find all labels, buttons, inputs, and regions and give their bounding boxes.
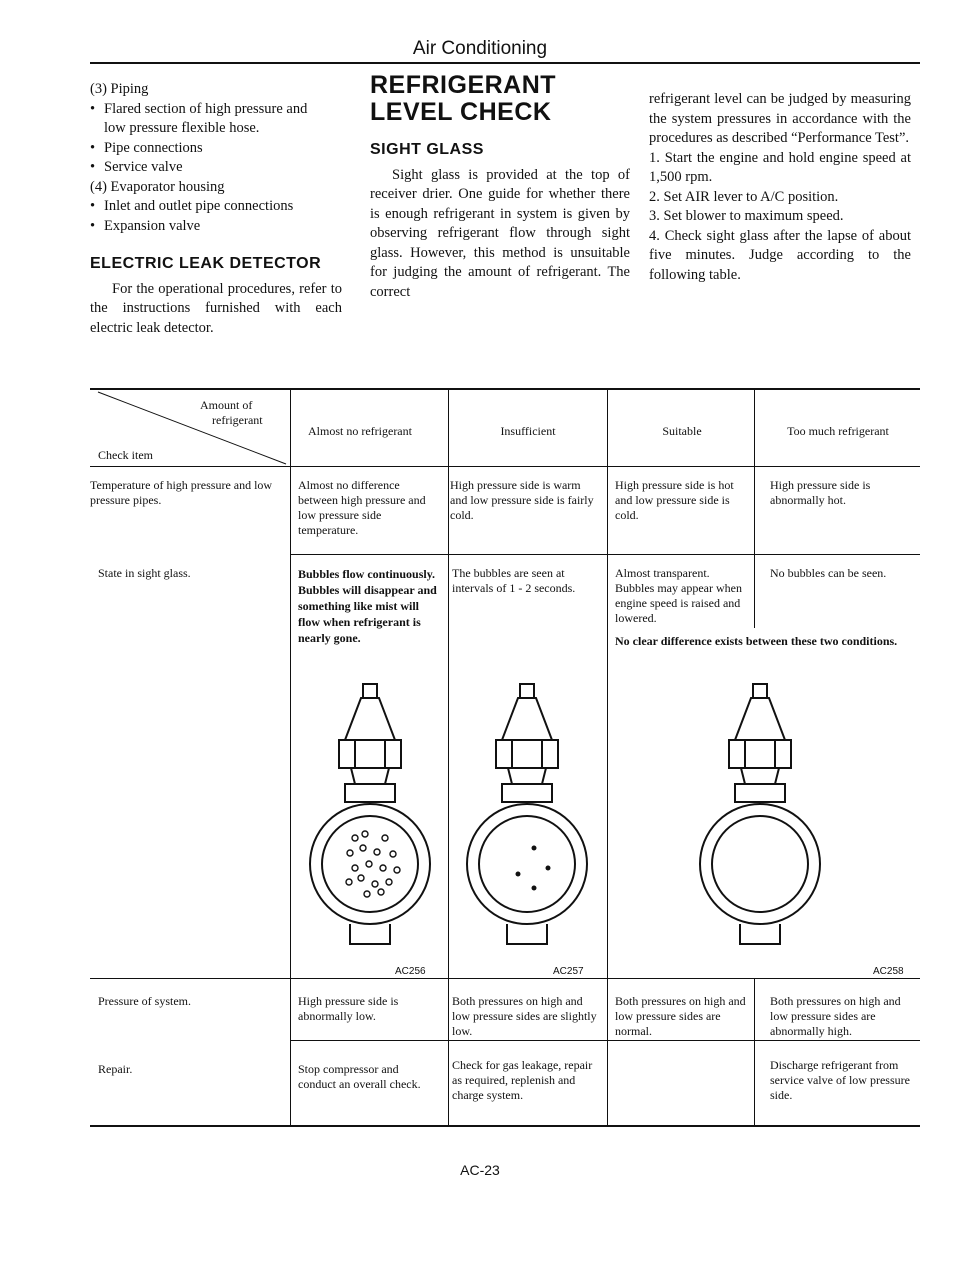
cell-pressure-insufficient: Both pressures on high and low pressure sides are slightly low. <box>452 994 597 1038</box>
corner-amount-label: Amount of refrigerant <box>200 398 263 427</box>
heading-line-1: REFRIGERANT <box>370 71 557 99</box>
procedure-step: 2. Set AIR lever to A/C position. <box>649 188 839 205</box>
cell-temp-almost-no: Almost no difference between high pressure and low pressure side temperature. <box>298 478 426 537</box>
column-header-suitable: Suitable <box>662 424 702 438</box>
row-label-temperature: Temperature of high pressure and low pressure pipes. <box>90 478 273 507</box>
col-divider-4b <box>754 978 755 1126</box>
sight-glass-figure-clear <box>685 678 835 958</box>
col-divider-4a <box>754 388 755 628</box>
left-column <box>90 80 342 338</box>
cell-sight-insufficient: The bubbles are seen at intervals of 1 - 2 seconds. <box>452 566 576 595</box>
column-header-almost-no: Almost no refrigerant <box>308 424 412 438</box>
sight-glass-figure-bubbles <box>295 678 445 958</box>
column-header-too-much: Too much refrigerant <box>787 424 889 438</box>
procedure-step: 4. Check sight glass after the lapse of about five minutes. Judge according to the following table. <box>649 227 911 283</box>
list-heading: (4) Evaporator housing <box>90 178 225 195</box>
row-label-repair: Repair. <box>98 1062 133 1076</box>
corner-check-item-label: Check item <box>98 448 153 462</box>
section-heading-refrigerant-level <box>370 72 630 126</box>
col-divider-2 <box>448 388 449 1126</box>
figure-label-ac258: AC258 <box>873 966 904 977</box>
right-column <box>649 90 911 285</box>
col-divider-1 <box>290 388 291 1126</box>
page-header-title: Air Conditioning <box>412 38 548 59</box>
figure-label-ac257: AC257 <box>553 966 584 977</box>
cell-temp-suitable: High pressure side is hot and low pressure side is cold. <box>615 478 734 522</box>
leak-detector-paragraph: For the operational procedures, refer to the instructions furnished with each electric leak detector. <box>90 280 342 336</box>
sight-glass-figure-intermittent <box>452 678 602 958</box>
few-bubbles <box>516 846 551 891</box>
column-header-insufficient: Insufficient <box>500 424 556 438</box>
list-item: • Expansion valve <box>90 217 342 237</box>
list-item: • Flared section of high pressure and <box>90 100 342 120</box>
list-item: • Service valve <box>90 158 342 178</box>
cell-sight-almost-no: Bubbles flow continuously. Bubbles will disappear and something like mist will flow when refrigerant is nearly gone. <box>298 567 437 645</box>
procedure-steps <box>649 149 911 286</box>
col-divider-3 <box>607 388 608 1126</box>
cell-sight-too-much: No bubbles can be seen. <box>770 566 887 580</box>
cell-repair-almost-no: Stop compressor and conduct an overall check. <box>298 1062 421 1091</box>
cell-sight-suitable: Almost transparent. Bubbles may appear when engine speed is raised and lowered. <box>615 566 742 625</box>
list-item: • Inlet and outlet pipe connections <box>90 197 342 217</box>
figure-rule <box>90 978 920 979</box>
cell-repair-insufficient: Check for gas leakage, repair as required, replenish and charge system. <box>452 1058 593 1102</box>
list-item: • Pipe connections <box>90 139 342 159</box>
header-rule <box>90 62 920 64</box>
row1-rule <box>290 554 920 555</box>
section-heading-leak-detector: ELECTRIC LEAK DETECTOR <box>90 255 322 272</box>
table-bottom-rule <box>90 1125 920 1127</box>
procedure-intro: refrigerant level can be judged by measuring the system pressures in accordance with the procedures as described “Performance Test”. <box>649 91 911 146</box>
note-no-clear-difference: No clear difference exists between these two conditions. <box>615 634 898 648</box>
subheading-sight-glass: SIGHT GLASS <box>370 141 484 158</box>
list-item: low pressure flexible hose. <box>104 120 260 136</box>
cell-pressure-suitable: Both pressures on high and low pressure sides are normal. <box>615 994 746 1038</box>
cell-pressure-almost-no: High pressure side is abnormally low. <box>298 994 399 1023</box>
sight-glass-body <box>310 684 430 944</box>
component-list <box>90 80 342 236</box>
bubbles <box>346 831 400 897</box>
row-label-pressure: Pressure of system. <box>98 994 191 1008</box>
refrigerant-level-table <box>90 388 920 1126</box>
cell-pressure-too-much: Both pressures on high and low pressure sides are abnormally high. <box>770 994 901 1038</box>
row3-rule <box>290 1040 920 1041</box>
heading-line-2: LEVEL CHECK <box>370 98 552 126</box>
page-number: AC-23 <box>460 1162 500 1178</box>
figure-label-ac256: AC256 <box>395 966 426 977</box>
sight-glass-body <box>700 684 820 944</box>
middle-column <box>370 72 630 302</box>
cell-temp-insufficient: High pressure side is warm and low pressure side is fairly cold. <box>450 478 594 522</box>
cell-temp-too-much: High pressure side is abnormally hot. <box>770 478 871 507</box>
sight-glass-paragraph: Sight glass is provided at the top of receiver drier. One guide for whether there is enough refrigerant in system is given by observing refrigerant flow through sight glass. However, this method is unsuitable for judging the amount of refrigerant. The correct <box>370 166 630 300</box>
sight-glass-body <box>467 684 587 944</box>
procedure-step: 3. Set blower to maximum speed. <box>649 208 844 224</box>
list-heading: (3) Piping <box>90 81 149 97</box>
procedure-step: 1. Start the engine and hold engine speed at 1,500 rpm. <box>649 149 911 185</box>
cell-repair-too-much: Discharge refrigerant from service valve of low pressure side. <box>770 1058 910 1102</box>
row-label-sight-glass: State in sight glass. <box>98 566 191 580</box>
